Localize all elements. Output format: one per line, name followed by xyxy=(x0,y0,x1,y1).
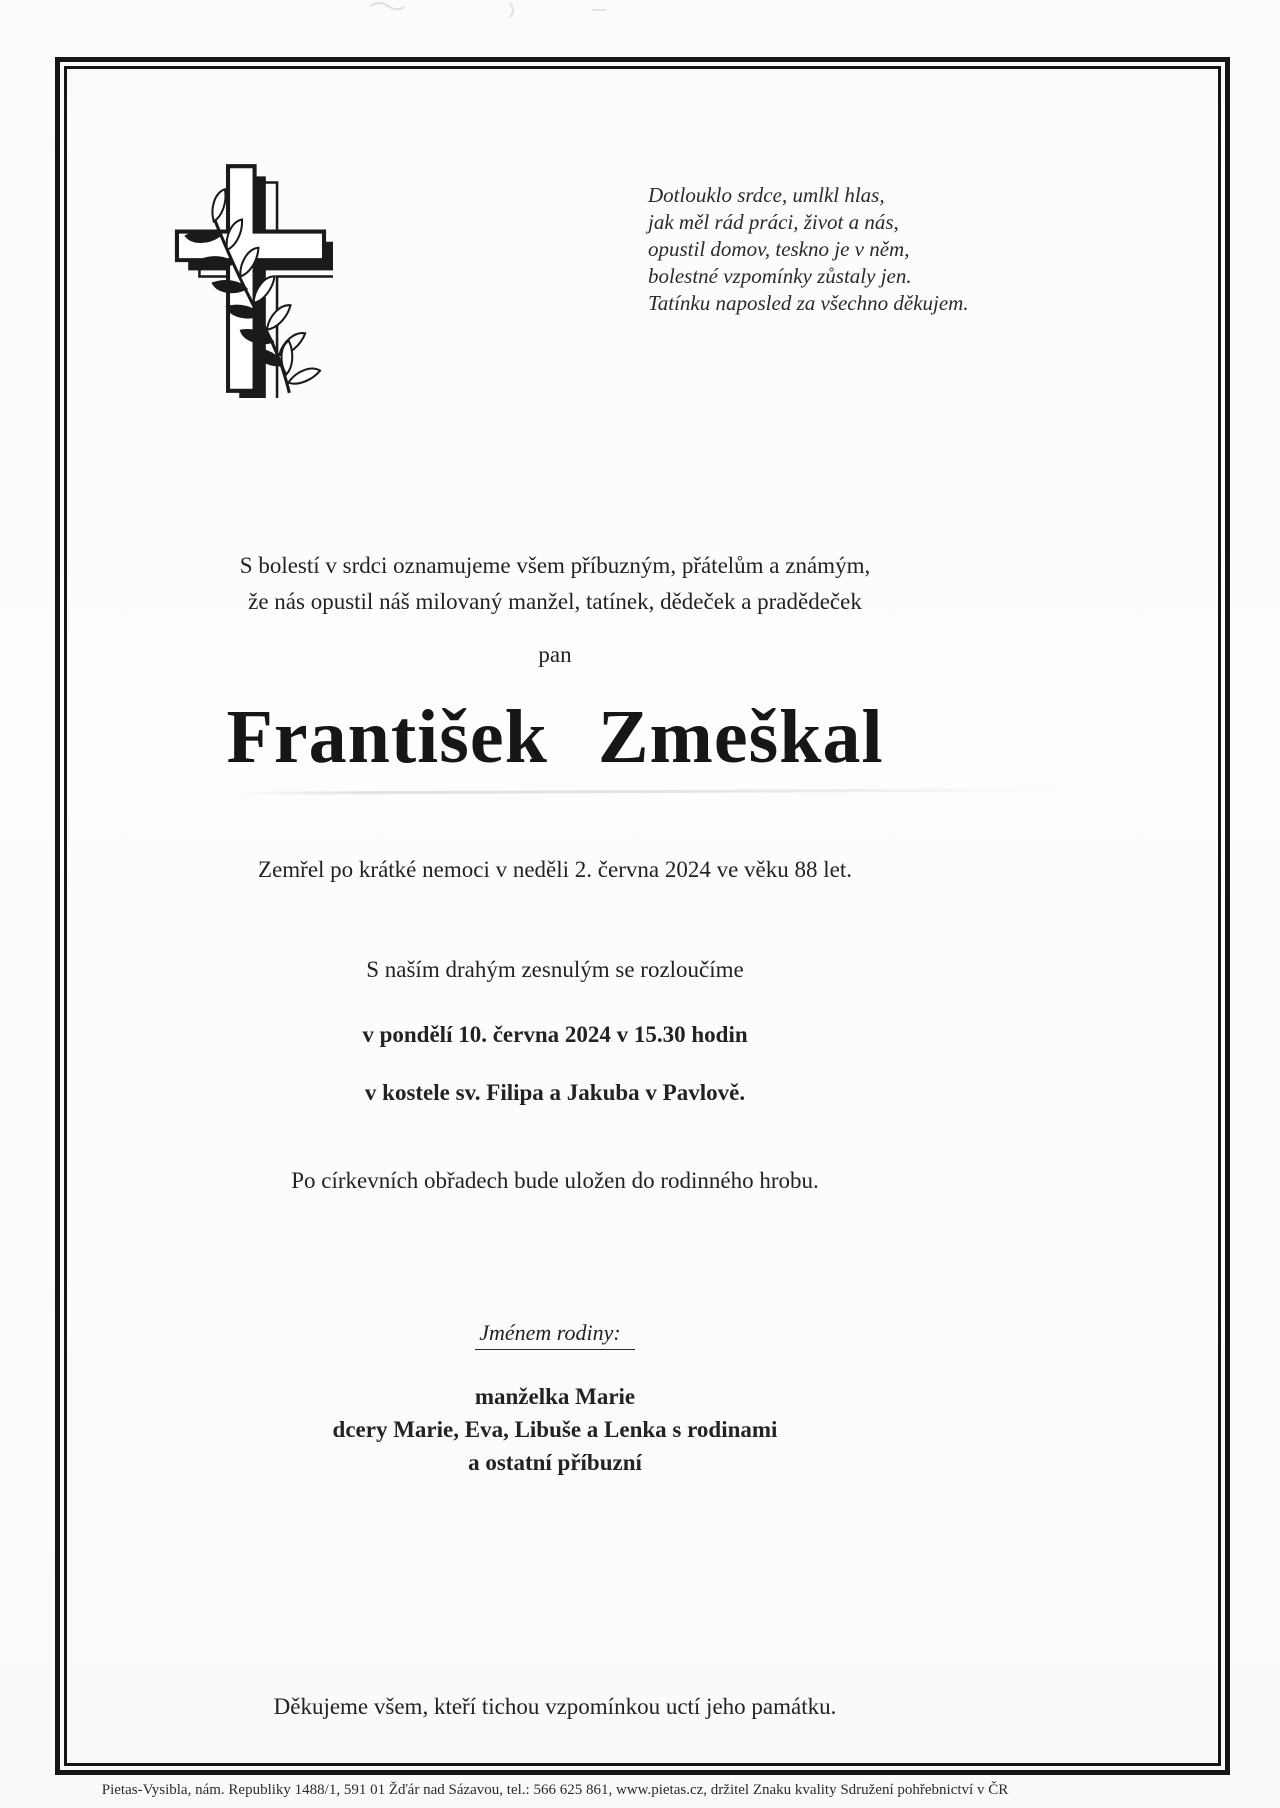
funeral-home-footer: Pietas-Vysibla, nám. Republiky 1488/1, 591 01 Žďár nad Sázavou, tel.: 566 625 861, www.pietas.cz, držitel Znaku kvality Sdružení pohřebnictví v ČR xyxy=(101,1782,1009,1798)
family-heading xyxy=(60,1320,1050,1350)
poem-line: Tatínku naposled za všechno děkujem. xyxy=(648,291,969,315)
announcement-line: že nás opustil náš milovaný manžel, tatínek, dědeček a pradědeček xyxy=(248,589,862,614)
poem-line: bolestné vzpomínky zůstaly jen. xyxy=(648,264,912,288)
announcement-line: S bolestí v srdci oznamujeme všem příbuzným, přátelům a známým, xyxy=(239,553,871,578)
salutation: pan xyxy=(538,642,572,667)
memorial-poem xyxy=(648,182,1008,317)
thanks-line: Děkujeme všem, kteří tichou vzpomínkou uctí jeho památku. xyxy=(273,1694,837,1719)
family-line: dcery Marie, Eva, Libuše a Lenka s rodinami xyxy=(332,1417,778,1442)
farewell-datetime: v pondělí 10. června 2024 v 15.30 hodin xyxy=(362,1022,748,1047)
burial-note: Po církevních obřadech bude uložen do rodinného hrobu. xyxy=(291,1168,819,1193)
poem-line: jak měl rád práci, život a nás, xyxy=(648,210,899,234)
poem-line: opustil domov, teskno je v něm, xyxy=(648,237,910,261)
farewell-intro: S naším drahým zesnulým se rozloučíme xyxy=(366,957,744,982)
family-heading-label: Jménem rodiny: xyxy=(475,1320,635,1350)
deceased-name: František Zmeškal xyxy=(226,695,884,779)
family-line: manželka Marie xyxy=(474,1384,636,1409)
family-line: a ostatní příbuzní xyxy=(468,1450,642,1475)
farewell-location: v kostele sv. Filipa a Jakuba v Pavlově. xyxy=(364,1080,746,1105)
poem-line: Dotlouklo srdce, umlkl hlas, xyxy=(648,183,885,207)
death-info: Zemřel po krátké nemoci v neděli 2. června 2024 ve věku 88 let. xyxy=(258,857,852,882)
scan-artifact xyxy=(340,0,640,22)
cross-with-olive-branch-icon xyxy=(168,158,333,398)
family-list xyxy=(60,1380,1050,1479)
announcement xyxy=(60,548,1050,620)
